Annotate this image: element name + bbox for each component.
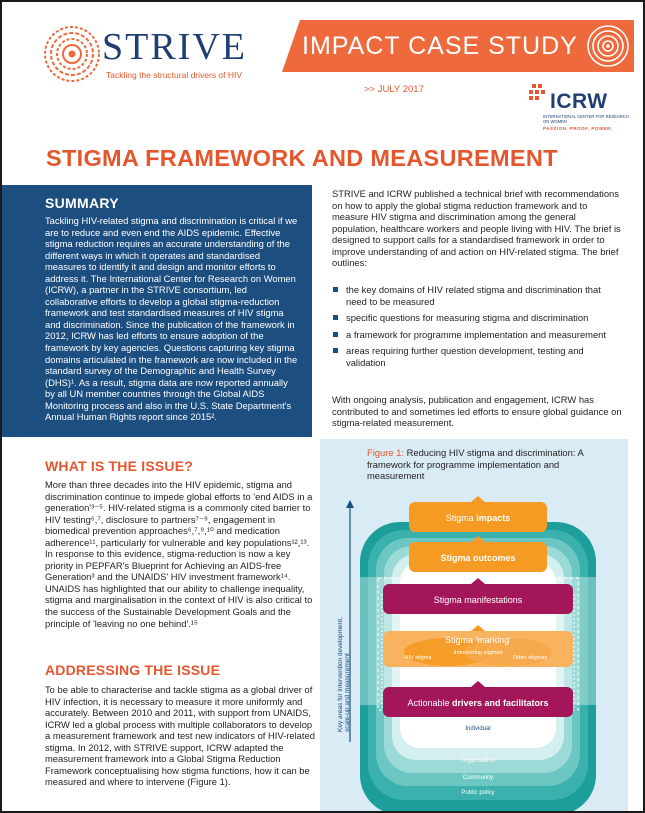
list-item: areas requiring further question development, testing and validation [332, 345, 622, 368]
stigma-framework-diagram [320, 482, 628, 813]
actionable-drivers-label: Actionable drivers and facilitators [407, 698, 549, 708]
level-label: Public policy [461, 790, 495, 796]
icrw-tagline: PASSION. PROOF. POWER. [543, 126, 613, 131]
publication-date: >> JULY 2017 [364, 84, 424, 95]
list-item: specific questions for measuring stigma and discrimination [332, 312, 622, 324]
level-label: Community [462, 775, 494, 781]
list-item: the key domains of HIV related stigma and discrimination that need to be measured [332, 284, 622, 307]
issue-body: More than three decades into the HIV epidemic, stigma and discrimination continue to impede global efforts to 'end AIDS in a generation'³⁻⁵. HIV-related stigma is a commonly cited barrier to HIV testing⁶,⁷, disclosure to partners⁷⁻⁹, engagement in biomedical prevention approaches⁶,⁷,⁹,¹⁰ and medication adherence¹¹, particularly for vulnerable and key populations¹²,¹³. In response to this evidence, stigma-reduction is now a key priority in PEPFAR's Blueprint for Achieving an AIDS-free Generation³ and the UNAIDS' HIV investment framework¹⁴. UNAIDS has highlighted that our ability to challenge inequality, stigma and marginalisation in the context of HIV is also critical to the success of the Sustainable Development Goals and the principle of 'leaving no one behind'.¹⁵ [45, 479, 313, 629]
stigma-manifestations-label: Stigma manifestations [433, 595, 523, 605]
issue-heading: WHAT IS THE ISSUE? [45, 458, 194, 474]
brief-outro: With ongoing analysis, publication and engagement, ICRW has contributed to and sometimes led efforts to ensure global guidance on stigma-related measurement. [332, 394, 622, 429]
banner-title: IMPACT CASE STUDY [302, 32, 578, 60]
stigma-impacts-label: Stigma impacts [445, 513, 511, 523]
intersecting-stigmas-label: Intersecting stigmas [453, 650, 503, 656]
figure-caption [367, 447, 617, 482]
icrw-fullname: INTERNATIONAL CENTER FOR RESEARCH ON WOMEN [543, 114, 629, 125]
list-item: a framework for programme implementation and measurement [332, 329, 622, 341]
summary-heading: SUMMARY [45, 195, 119, 211]
page-title: STIGMA FRAMEWORK AND MEASUREMENT [46, 145, 558, 171]
arrow-up-icon [471, 496, 485, 502]
brief-intro: STRIVE and ICRW published a technical brief with recommendations on how to apply the global stigma reduction framework and to measure HIV stigma and discrimination among the general population, healthcare workers and people living with HIV. The brief is designed to support calls for a standardised framework in order to improve understanding of and action on HIV-related stigma. The brief outlines: [332, 188, 621, 269]
side-arrow-head [346, 500, 354, 508]
strive-tagline: Tackling the structural drivers of HIV [106, 70, 243, 80]
level-label: Interpersonal [460, 742, 496, 748]
addressing-heading: ADDRESSING THE ISSUE [45, 662, 221, 678]
stigma-outcomes-label: Stigma outcomes [440, 553, 516, 563]
brief-outline-list [332, 284, 622, 373]
other-stigmas-label: Other stigmas [512, 655, 548, 661]
icrw-wordmark: ICRW [550, 90, 608, 113]
stigma-marking-label: Stigma 'marking' [445, 635, 511, 645]
side-label-line-2: scale-up and measurement [344, 653, 351, 732]
figure-caption-text: Reducing HIV stigma and discrimination: A framework for programme implementation and measurement [367, 447, 584, 481]
summary-box [2, 185, 312, 437]
level-label: Organisation [460, 758, 496, 764]
strive-wordmark: STRIVE [102, 26, 247, 68]
strive-logo-icon [42, 24, 102, 84]
summary-body: Tackling HIV-related stigma and discrimination is critical if we are to reduce and even end the AIDS epidemic. Effective stigma reduction requires an accurate understanding of the different ways in which it operates and standardised measures to identify it and design and monitor efforts to address it. The International Center for Research on Women (ICRW), a partner in the STRIVE consortium, led collaborative efforts to develop a global stigma-reduction framework and test standardised measures of HIV stigma and discrimination. Since the publication of the framework in 2012, ICRW has led efforts to ensure adoption of the framework by key agencies. Questions capturing key stigma domains articulated in the framework are now included in the standard survey of the Demographic and Health Survey (DHS)¹. As a result, stigma data are now reported annually by all UN member countries through the Global AIDS Monitoring process and also in the U.S. State Department's Annual Human Rights report since 2015². [45, 215, 298, 423]
hiv-stigma-label: HIV stigma [404, 655, 432, 661]
figure-label: Figure 1: [367, 447, 404, 458]
level-label: Individual [465, 726, 491, 732]
target-icon [585, 23, 631, 69]
side-label-line-1: Key areas for intervention development, [337, 617, 344, 732]
addressing-body: To be able to characterise and tackle stigma as a global driver of HIV infection, it is necessary to measure it more uniformly and accurately. Between 2010 and 2011, with support from UNAIDS, ICRW led a global process with multiple collaborators to develop a measurement framework and test new indicators of HIV-related stigma. In 2012, with STRIVE support, ICRW adapted the measurement framework into a Global Stigma Reduction Framework conceptualising how stigma functions, how it can be measured and where to intervene (Figure 1). [45, 684, 315, 788]
